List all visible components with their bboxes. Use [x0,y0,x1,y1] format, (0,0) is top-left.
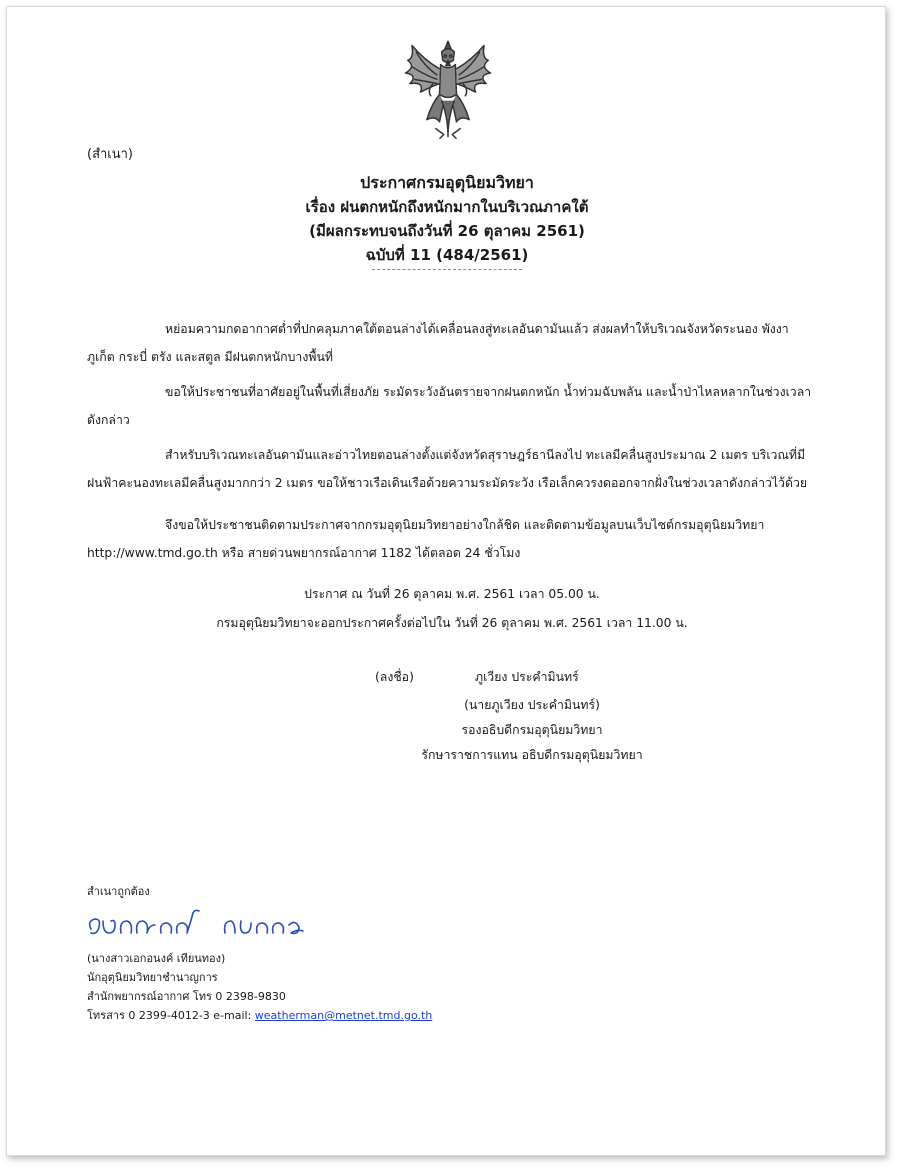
garuda-emblem-icon [395,37,501,143]
signer-full-name: (นายภูเวียง ประคำมินทร์) [464,698,600,712]
handwritten-signature-icon [85,903,325,943]
paragraph: ขอให้ประชาชนที่อาศัยอยู่ในพื้นที่เสี่ยงภัย ระมัดระวังอันตรายจากฝนตกหนัก น้ำท่วมฉับพลัน และน้ำป่าไหลหลากในช่วงเวลาดังกล่าว [87,385,812,427]
signer-block [397,693,667,768]
copy-mark: (สำเนา) [87,147,134,162]
signer-position: รองอธิบดีกรมอุตุนิยมวิทยา [461,723,603,737]
document-title: ประกาศกรมอุตุนิยมวิทยา [360,173,534,192]
title-block [147,170,747,270]
paragraph: จึงขอให้ประชาชนติดตามประกาศจากกรมอุตุนิยมวิทยาอย่างใกล้ชิด และติดตามข้อมูลบนเว็บไซต์กรมอุตุนิยมวิทยา http://www.tmd.go.th หรือ สายด่วนพยากรณ์อากาศ 1182 ได้ตลอด 24 ชั่วโมง [87,518,765,560]
document-subject: เรื่อง ฝนตกหนักถึงหนักมากในบริเวณภาคใต้ [305,198,589,216]
certifier-position: นักอุตุนิยมวิทยาชำนาญการ [87,971,218,984]
signer-name: ภูเวียง ประคำมินทร์ [475,670,579,684]
paragraph: สำหรับบริเวณทะเลอันดามันและอ่าวไทยตอนล่างตั้งแต่จังหวัดสุราษฎร์ธานีลงไป ทะเลมีคลื่นสูงประมาณ 2 เมตร บริเวณที่มีฝนฟ้าคะนองทะเลมีคลื่นสูงมากกว่า 2 เมตร ขอให้ชาวเรือเดินเรือด้วยความระมัดระวัง เรือเล็กควรงดออกจากฝั่งในช่วงเวลาดังกล่าวไว้ด้วย [87,448,808,490]
certified-label: สำเนาถูกต้อง [87,885,150,898]
signature-label: (ลงชื่อ) [375,670,414,684]
certifier-name: (นางสาวเอกอนงค์ เทียนทอง) [87,952,226,965]
effect-date: (มีผลกระทบจนถึงวันที่ 26 ตุลาคม 2561) [309,222,585,240]
signer-acting: รักษาราชการแทน อธิบดีกรมอุตุนิยมวิทยา [421,748,643,762]
announcement-date: ประกาศ ณ วันที่ 26 ตุลาคม พ.ศ. 2561 เวลา 05.00 น. [304,587,600,601]
paragraph: หย่อมความกดอากาศต่ำที่ปกคลุมภาคใต้ตอนล่างได้เคลื่อนลงสู่ทะเลอันดามันแล้ว ส่งผลทำให้บริเวณจังหวัดระนอง พังงา ภูเก็ต กระบี่ ตรัง และสตูล มีฝนตกหนักบางพื้นที่ [87,322,789,364]
certification-footer [87,882,432,1025]
next-announcement: กรมอุตุนิยมวิทยาจะออกประกาศครั้งต่อไปใน วันที่ 26 ตุลาคม พ.ศ. 2561 เวลา 11.00 น. [216,616,688,630]
body-text [87,315,817,574]
issue-number: ฉบับที่ 11 (484/2561) [365,246,529,264]
title-divider [372,269,522,270]
office-phone: สำนักพยากรณ์อากาศ โทร 0 2398-9830 [87,990,286,1003]
fax-email-line [87,1006,432,1025]
document-page [6,6,886,1156]
fax-number: โทรสาร 0 2399-4012-3 e-mail: [87,1009,255,1022]
email-link[interactable]: weatherman@metnet.tmd.go.th [254,1009,433,1022]
